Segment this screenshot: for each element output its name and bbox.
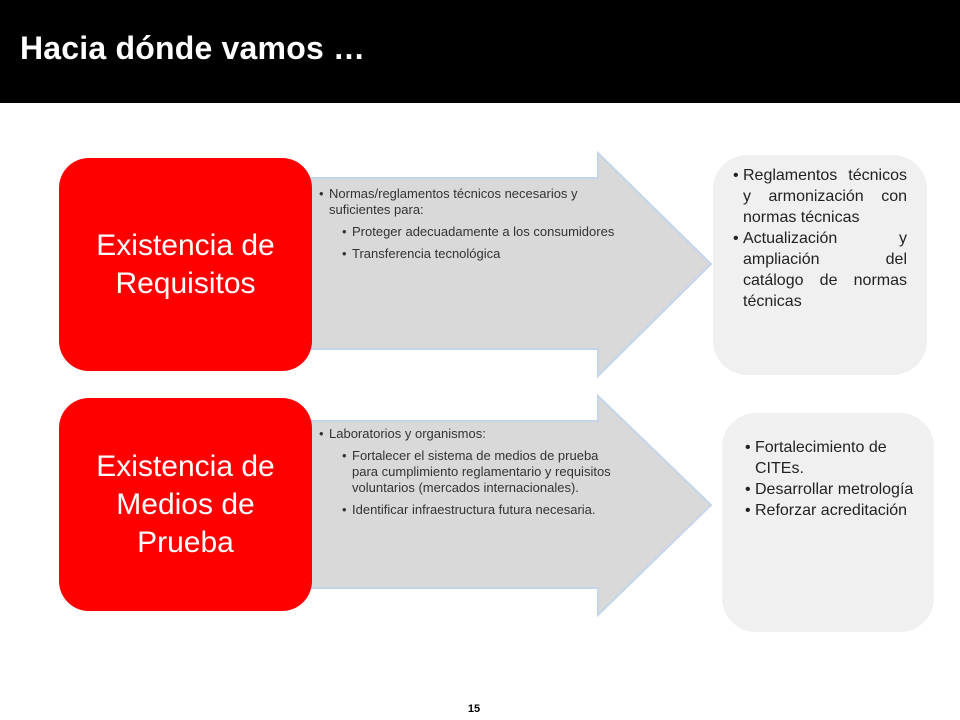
list-item: • Proteger adecuadamente a los consumidores bbox=[342, 224, 619, 240]
box-existencia-requisitos bbox=[59, 158, 312, 371]
box-label: Existencia de Medios de Prueba bbox=[96, 449, 275, 559]
box-label: Existencia de Requisitos bbox=[96, 228, 275, 300]
list-item: • Identificar infraestructura futura necesaria. bbox=[342, 502, 611, 518]
page-title: Hacia dónde vamos … bbox=[20, 30, 366, 66]
arrow-list-requisitos bbox=[319, 186, 619, 268]
list-item: • Fortalecimiento de CITEs. bbox=[745, 437, 916, 479]
arrow-main-text: Normas/reglamentos técnicos necesarios y suficientes para: bbox=[329, 186, 578, 217]
list-item: • Fortalecer el sistema de medios de prueba para cumplimiento reglamentario y requisitos voluntarios (mercados internacionales). bbox=[342, 448, 611, 496]
box-existencia-medios bbox=[59, 398, 312, 611]
list-item: • Actualización y ampliación del catálogo de normas técnicas bbox=[733, 228, 907, 312]
arrow-list-medios bbox=[319, 426, 611, 524]
arrow-main-text: Laboratorios y organismos: bbox=[329, 426, 486, 441]
list-item: • Reglamentos técnicos y armonización con normas técnicas bbox=[733, 165, 907, 228]
list-item bbox=[319, 426, 611, 518]
list-item: • Desarrollar metrología bbox=[745, 479, 916, 500]
list-item: • Reforzar acreditación bbox=[745, 500, 916, 521]
page-number: 15 bbox=[467, 703, 481, 715]
list-item: • Transferencia tecnológica bbox=[342, 246, 619, 262]
list-item bbox=[319, 186, 619, 262]
result-box-medios bbox=[722, 413, 934, 632]
result-box-requisitos bbox=[713, 155, 927, 375]
